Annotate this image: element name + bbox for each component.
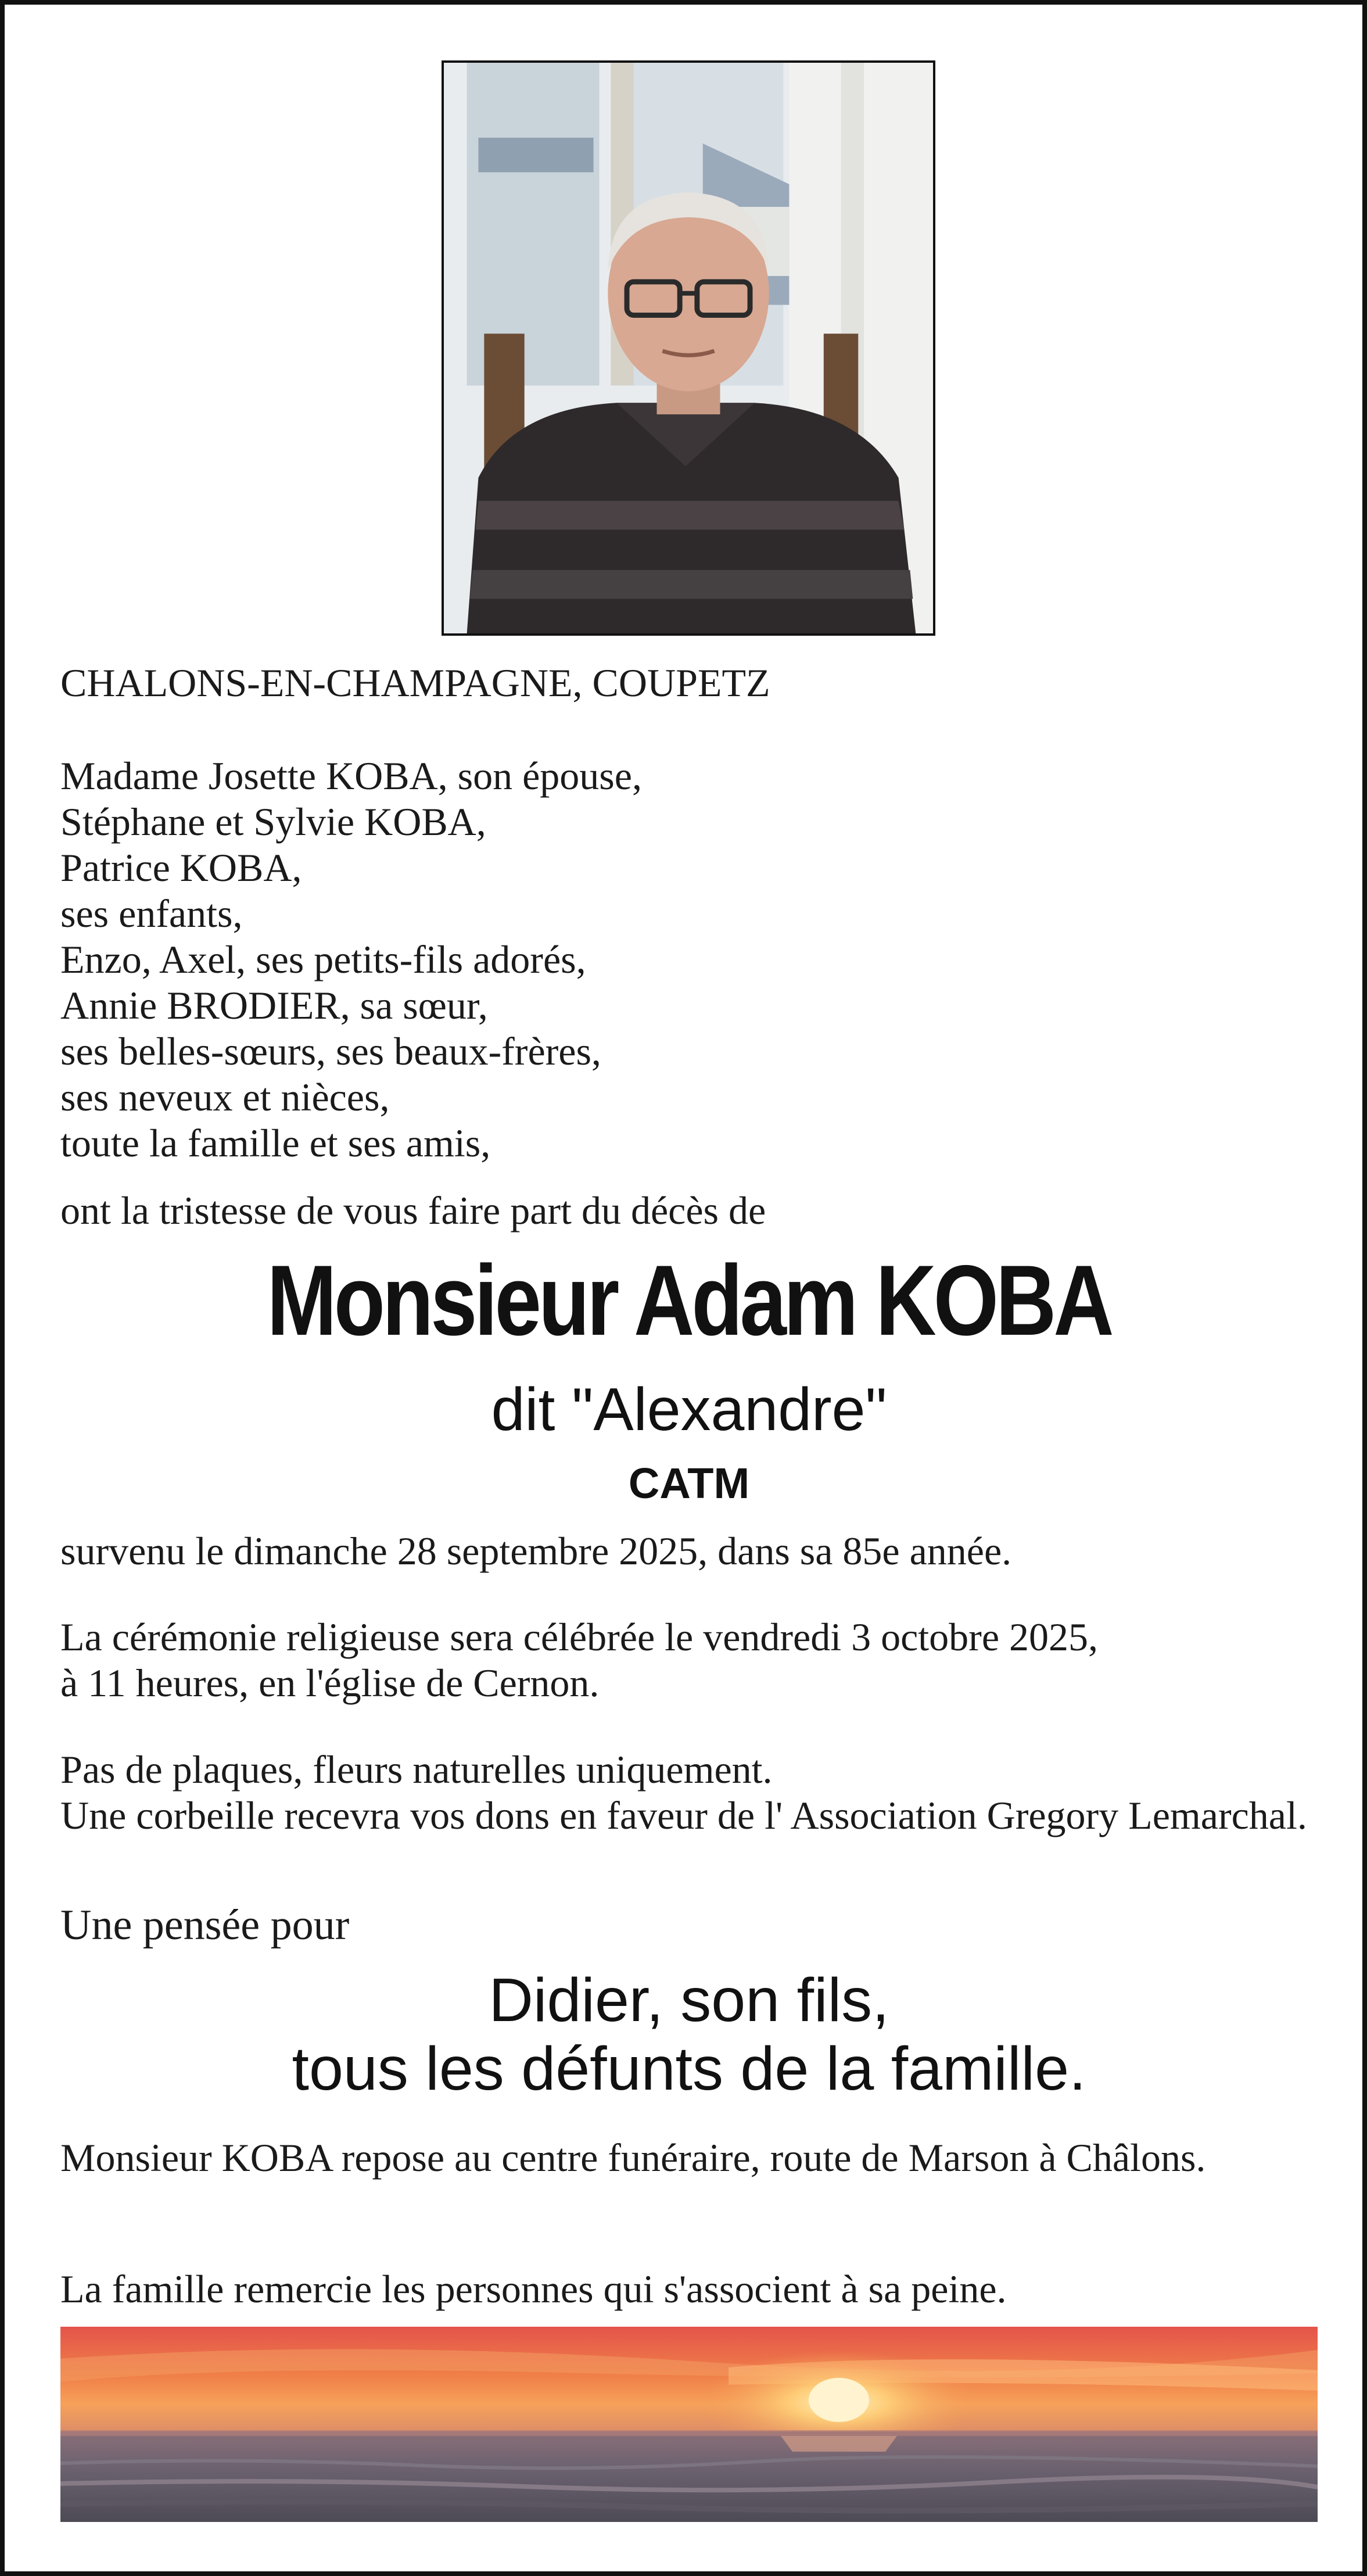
thanks-line — [60, 2266, 1318, 2312]
rest-place-info: Monsieur KOBA repose au centre funéraire, route de Marson à Châlons. — [60, 2136, 1206, 2180]
family-line: Madame Josette KOBA, son épouse, — [60, 754, 642, 798]
ceremony-line: La cérémonie religieuse sera célébrée le vendredi 3 octobre 2025, — [60, 1615, 1098, 1659]
tribute-line: Didier, son fils, — [489, 1966, 889, 2034]
announcement-text: ont la tristesse de vous faire part du décès de — [60, 1188, 766, 1233]
family-line: Enzo, Axel, ses petits-fils adorés, — [60, 937, 586, 981]
family-line: ses belles-sœurs, ses beaux-frères, — [60, 1029, 601, 1073]
portrait-image — [444, 63, 933, 633]
family-list — [60, 753, 1318, 1166]
ceremony-line: à 11 heures, en l'église de Cernon. — [60, 1661, 600, 1705]
thought-intro — [60, 1900, 1318, 1950]
family-line: toute la famille et ses amis, — [60, 1121, 491, 1165]
tribute-block — [60, 1966, 1318, 2103]
location-text: CHALONS-EN-CHAMPAGNE, COUPETZ — [60, 661, 770, 705]
family-line: ses neveux et nièces, — [60, 1075, 390, 1119]
donation-info: Une corbeille recevra vos dons en faveur de l' Association Gregory Lemarchal. — [60, 1793, 1307, 1837]
thought-intro-text: Une pensée pour — [60, 1901, 350, 1949]
death-info — [60, 1528, 1318, 1574]
flowers-text: Pas de plaques, fleurs naturelles uniquement. — [60, 1747, 773, 1792]
family-line: Annie BRODIER, sa sœur, — [60, 983, 488, 1027]
location-line — [60, 660, 1318, 706]
family-line: Patrice KOBA, — [60, 845, 302, 890]
tribute-line: tous les défunts de la famille. — [292, 2034, 1086, 2103]
deceased-title: CATM — [628, 1459, 750, 1507]
announcement-line — [60, 1188, 1318, 1234]
deceased-name: Monsieur Adam KOBA — [267, 1245, 1111, 1356]
family-line: ses enfants, — [60, 891, 243, 936]
thanks-text: La famille remercie les personnes qui s'associent à sa peine. — [60, 2267, 1007, 2311]
ceremony-info — [60, 1614, 1318, 1706]
sunset-banner — [60, 2327, 1318, 2522]
deceased-alias: dit "Alexandre" — [491, 1376, 887, 1443]
portrait-photo — [442, 60, 935, 636]
death-info-text: survenu le dimanche 28 septembre 2025, dans sa 85e année. — [60, 1529, 1012, 1573]
flowers-info — [60, 1747, 1318, 1793]
sunset-image — [60, 2327, 1318, 2522]
family-line: Stéphane et Sylvie KOBA, — [60, 800, 486, 844]
